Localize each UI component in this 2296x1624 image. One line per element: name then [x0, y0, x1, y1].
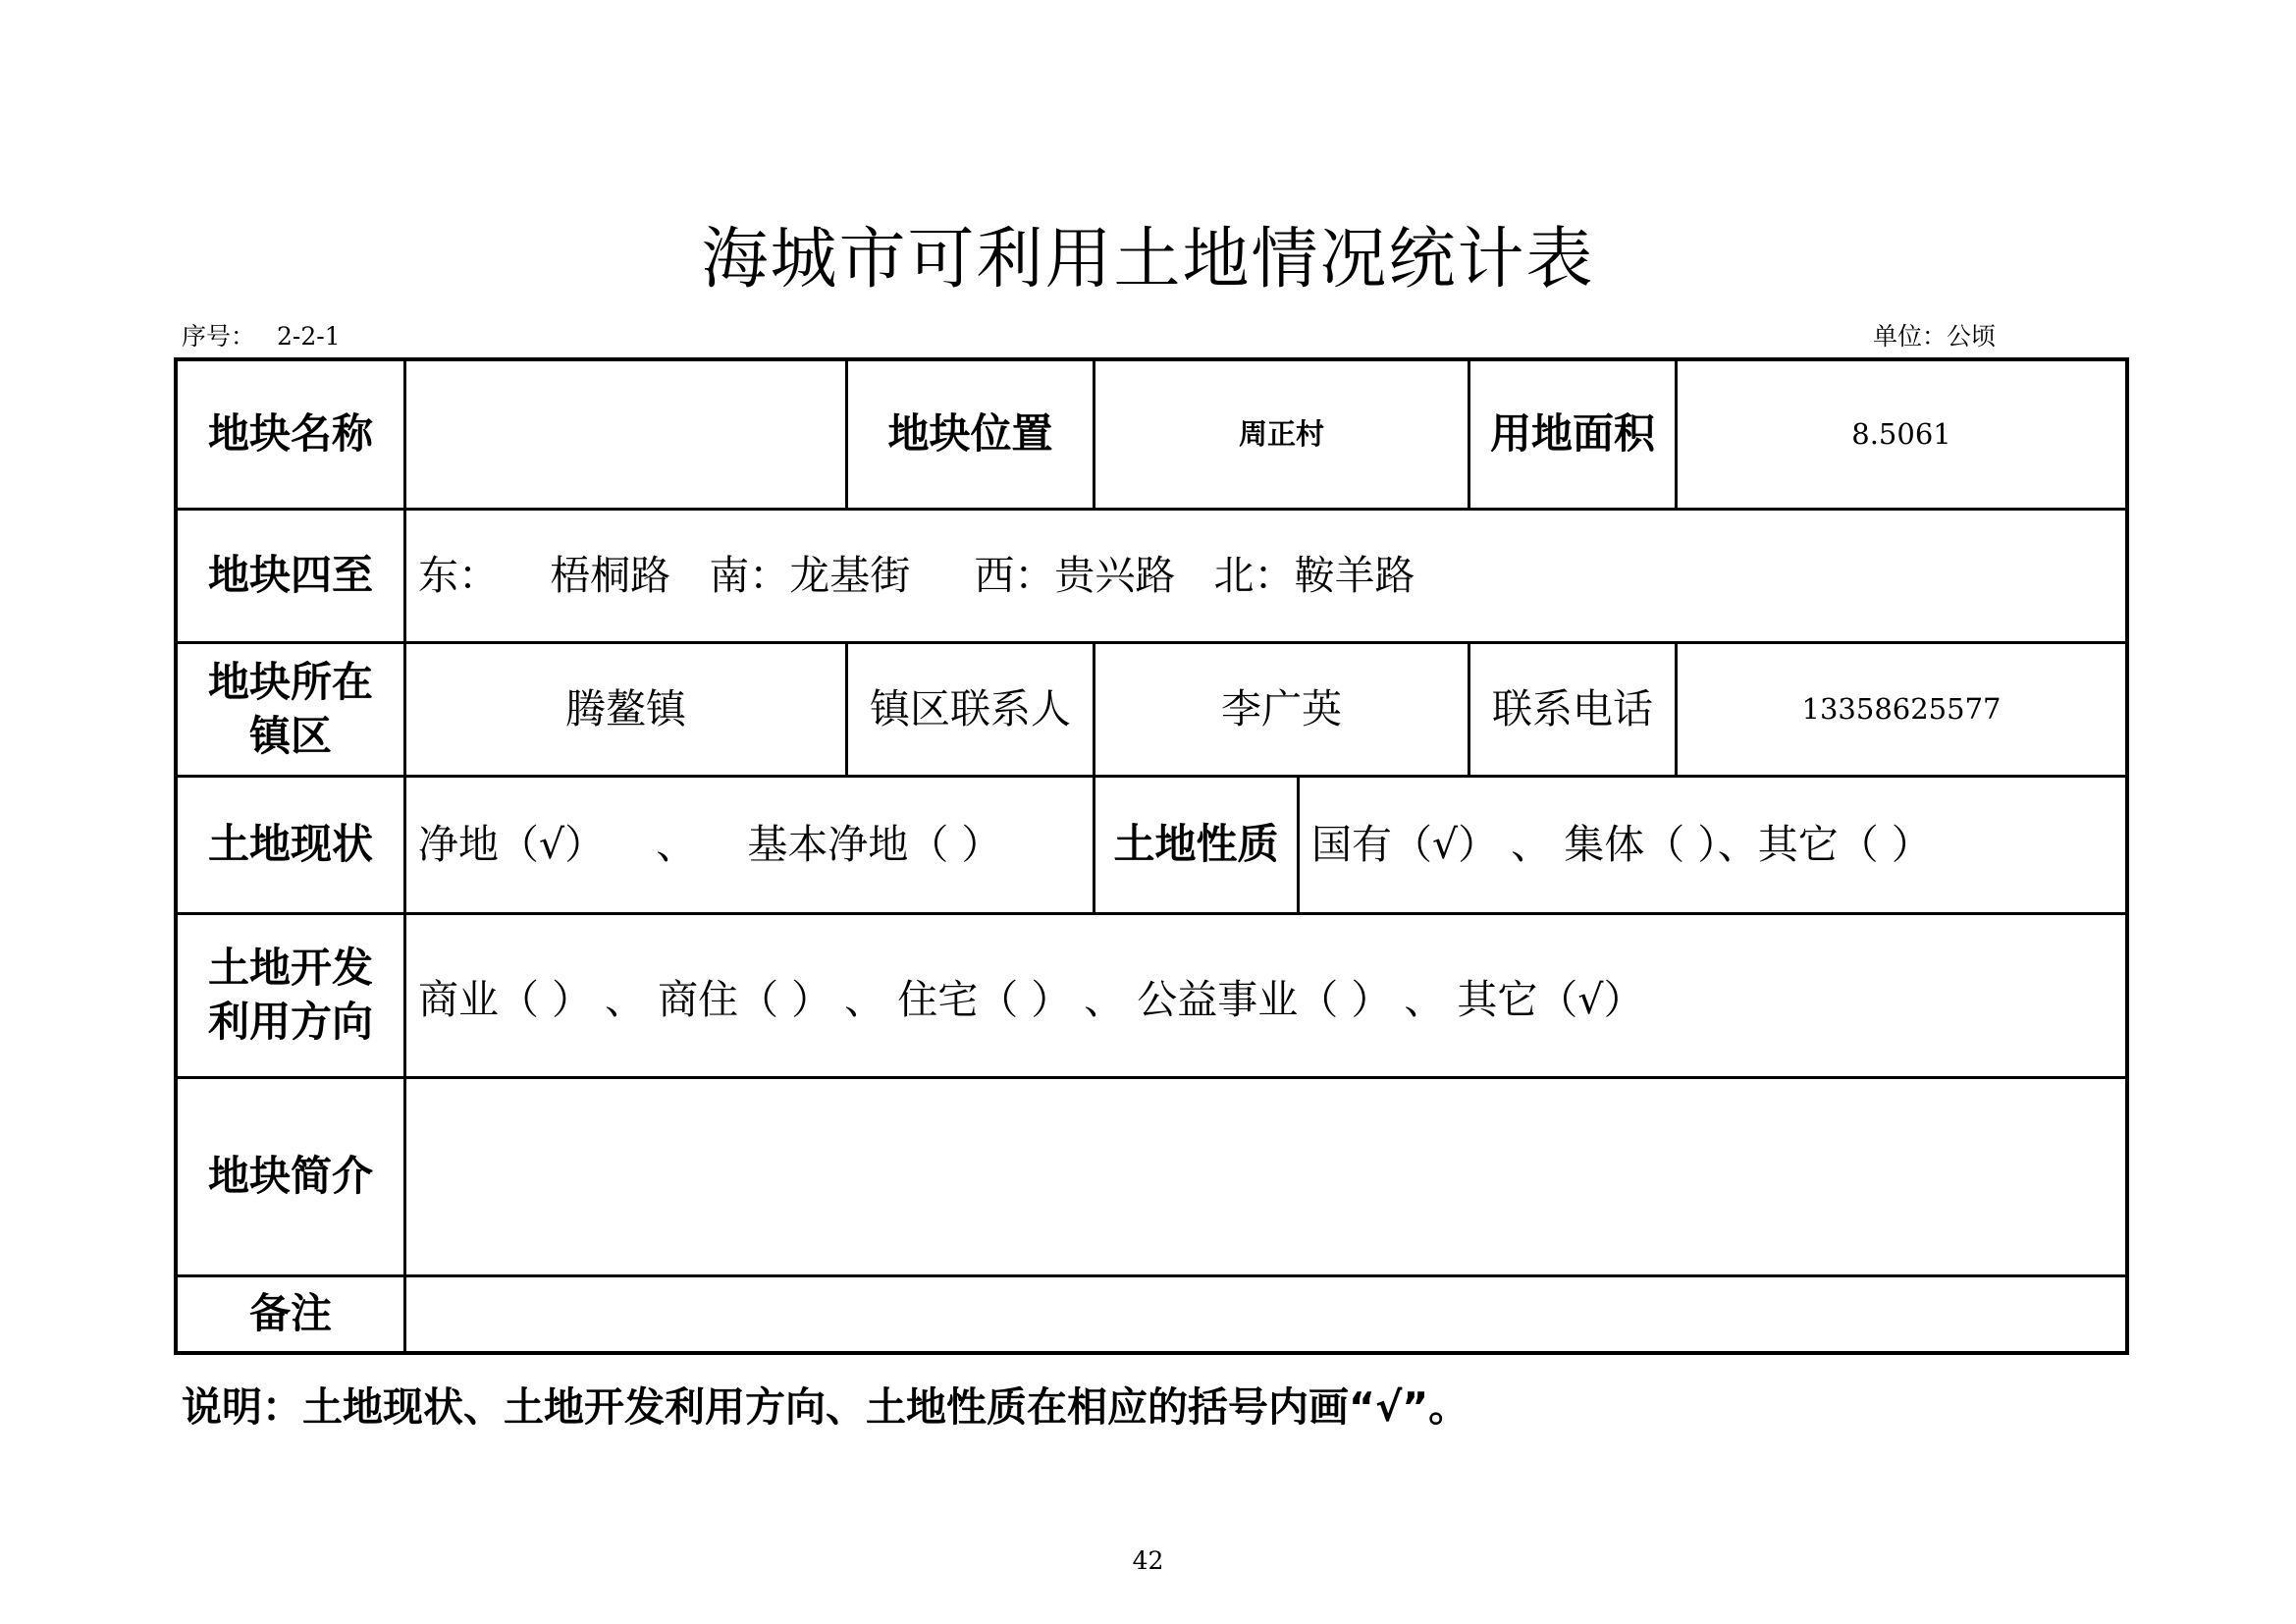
- phone-label: 联系电话: [1492, 684, 1653, 732]
- land-statistics-table: [174, 357, 2129, 1355]
- land-nature-value: 国有（√） 、 集体（ ）、其它（ ）: [1311, 820, 1932, 868]
- land-area-label: 用地面积: [1489, 409, 1655, 459]
- plot-name-label: 地块名称: [207, 409, 373, 459]
- boundaries-label: 地块四至: [207, 551, 373, 600]
- land-nature-label: 土地性质: [1113, 820, 1279, 869]
- land-status-value: 净地（√） 、 基本净地（ ）: [418, 820, 1002, 868]
- plot-location-value: 周正村: [1238, 416, 1324, 451]
- page-number: 42: [1132, 1546, 1164, 1575]
- footnote: 说明：土地现状、土地开发利用方向、土地性质在相应的括号内画“√”。: [182, 1383, 1469, 1431]
- town-value: 腾鳌镇: [565, 684, 686, 732]
- page-title: 海城市可利用土地情况统计表: [701, 221, 1595, 298]
- land-area-value: 8.5061: [1851, 416, 1951, 451]
- phone-value: 13358625577: [1801, 691, 2002, 726]
- intro-label: 地块简介: [207, 1152, 373, 1201]
- remarks-label: 备注: [248, 1289, 332, 1338]
- contact-value: 李广英: [1221, 684, 1342, 732]
- boundaries-value: 东： 梧桐路 南：龙基街 西：贵兴路 北：鞍羊路: [418, 551, 1415, 599]
- plot-name-value: [406, 361, 845, 508]
- unit-label: 单位：公顷: [1873, 322, 1997, 351]
- dev-direction-value: 商业（ ） 、 商住（ ） 、 住宅（ ） 、 公益事业（ ） 、 其它（√）: [418, 976, 1644, 1023]
- intro-value: [406, 1079, 2125, 1274]
- serial-label: 序号：: [182, 322, 256, 351]
- serial-number: [182, 317, 341, 352]
- town-label: 地块所在镇区: [207, 657, 373, 760]
- plot-location-label: 地块位置: [887, 409, 1053, 459]
- serial-value: 2-2-1: [277, 322, 341, 351]
- land-status-label: 土地现状: [207, 820, 373, 869]
- contact-label: 镇区联系人: [870, 684, 1071, 732]
- dev-direction-label: 土地开发利用方向: [207, 944, 373, 1046]
- remarks-value: [406, 1277, 2125, 1351]
